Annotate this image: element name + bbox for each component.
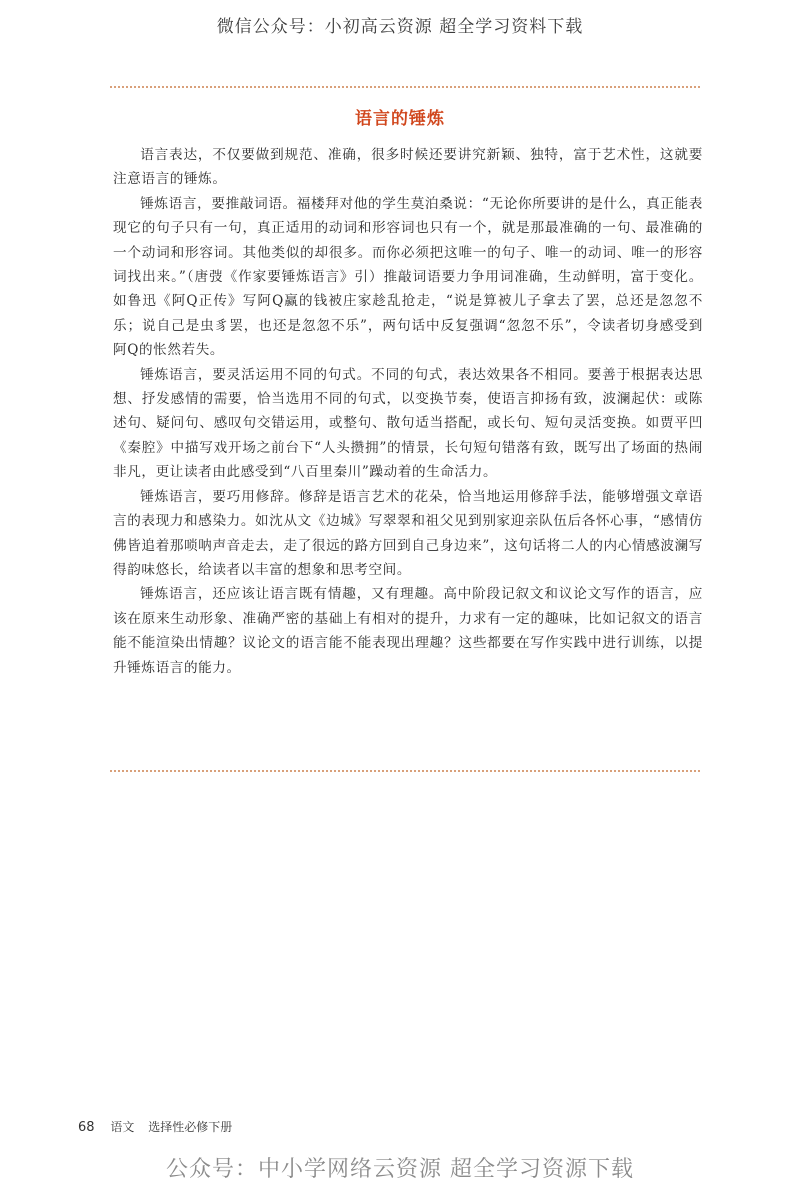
page-footer [78, 1118, 232, 1135]
article-body [113, 143, 703, 680]
paragraph-rhetoric: 锤炼语言，要巧用修辞。修辞是语言艺术的花朵，恰当地运用修辞手法，能够增强文章语言的表现力和感染力。如沈从文《边城》写翠翠和祖父见到别家迎亲队伍后各怀心事，“感情仿佛皆追着那唢呐声音走去，走了很远的路方回到自己身边来”，这句话将二人的内心情感波澜写得韵味悠长，给读者以丰富的想象和思考空间。 [113, 488, 703, 578]
footer-subject: 语文 [110, 1120, 135, 1134]
bottom-watermark: 公众号：中小学网络云资源 超全学习资源下载 [166, 1157, 634, 1182]
paragraph-sentence-patterns: 锤炼语言，要灵活运用不同的句式。不同的句式，表达效果各不相同。要善于根据表达思想、抒发感情的需要，恰当选用不同的句式，以变换节奏，使语言抑扬有致，波澜起伏：或陈述句、疑问句、感叹句交错运用，或整句、散句适当搭配，或长句、短句灵活变换。如贾平凹《秦腔》中描写戏开场之前台下“人头攒拥”的情景，长句短句错落有致，既写出了场面的热闹非凡，更让读者由此感受到“八百里秦川”躁动着的生命活力。 [113, 366, 703, 481]
bottom-dotted-divider [110, 770, 700, 772]
paragraph-intro: 语言表达，不仅要做到规范、准确，很多时候还要讲究新颖、独特，富于艺术性，这就要注意语言的锤炼。 [113, 147, 703, 188]
paragraph-word-choice: 锤炼语言，要推敲词语。福楼拜对他的学生莫泊桑说：“无论你所要讲的是什么，真正能表现它的句子只有一句，真正适用的动词和形容词也只有一个，就是那最准确的一句、最准确的一个动词和形容词。其他类似的却很多。而你必须把这唯一的句子、唯一的动词、唯一的形容词找出来。”（唐弢《作家要锤炼语言》引）推敲词语要力争用词准确，生动鲜明，富于变化。如鲁迅《阿Q正传》写阿Q赢的钱被庄家趁乱抢走，“说是算被儿子拿去了罢，总还是忽忽不乐；说自己是虫豸罢，也还是忽忽不乐”，两句话中反复强调“忽忽不乐”，令读者切身感受到阿Q的怅然若失。 [113, 195, 703, 359]
page-number: 68 [78, 1120, 95, 1135]
top-watermark: 微信公众号：小初高云资源 超全学习资料下载 [216, 17, 584, 37]
section-title: 语言的锤炼 [355, 109, 445, 129]
paragraph-interest: 锤炼语言，还应该让语言既有情趣，又有理趣。高中阶段记叙文和议论文写作的语言，应该在原来生动形象、准确严密的基础上有相对的提升，力求有一定的趣味，比如记叙文的语言能不能渲染出情趣？议论文的语言能不能表现出理趣？这些都要在写作实践中进行训练，以提升锤炼语言的能力。 [113, 586, 703, 676]
top-dotted-divider [110, 86, 700, 88]
footer-book-title: 选择性必修下册 [148, 1120, 233, 1134]
